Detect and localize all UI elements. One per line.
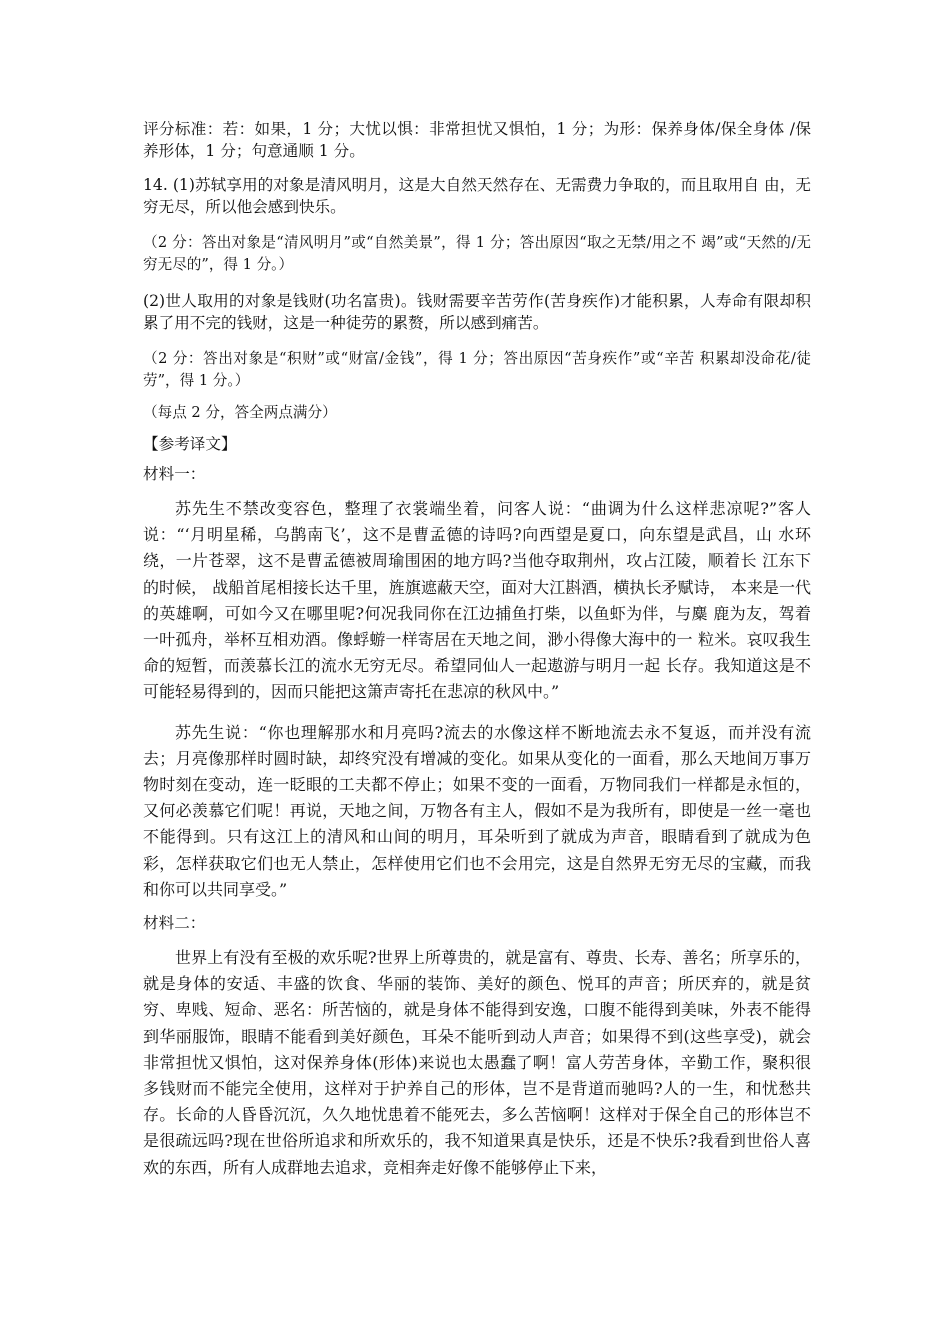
document-page: [143, 118, 811, 1181]
q14-part2-scoring: （2 分：答出对象是“积财”或“财富/金钱”，得 1 分；答出原因“苦身疾作”或“辛苦 积累却没命花/徒劳”，得 1 分。）: [143, 350, 811, 389]
material2-paragraph1: 世界上有没有至极的欢乐呢?世界上所尊贵的，就是富有、尊贵、长寿、善名；所享乐的，就是身体的安适、丰盛的饮食、华丽的装饰、美好的颜色、悦耳的声音；所厌弃的，就是贫穷、卑贱、短命、恶名：所苦恼的，就是身体不能得到安逸，口腹不能得到美味，外表不能得到华丽服饰，眼睛不能看到美好颜色，耳朵不能听到动人声音；如果得不到(这些享受)，就会非常担忧又惧怕，这对保养身体(形体)来说也太愚蠢了啊！富人劳苦身体，辛勤工作，聚积很多钱财而不能完全使用，这样对于护养自己的形体，岂不是背道而驰吗?人的一生，和忧愁共存。长命的人昏昏沉沉，久久地忧患着不能死去，多么苦恼啊！这样对于保全自己的形体岂不是很疏远吗?现在世俗所追求和所欢乐的，我不知道果真是快乐，还是不快乐?我看到世俗人喜欢的东西，所有人成群地去追求，竞相奔走好像不能够停止下来，: [143, 948, 811, 1177]
material1-label: 材料一：: [143, 465, 206, 483]
scoring-standard: 评分标准：若：如果，1 分；大忧以惧：非常担忧又惧怕，1 分；为形：保养身体/保全身体 /保养形体，1 分；句意通顺 1 分。: [143, 120, 811, 160]
q14-answer-part1: 14. (1)苏轼享用的对象是清风明月，这是大自然天然存在、无需费力争取的，而且取用自 由，无穷无尽，所以他会感到快乐。: [143, 176, 811, 216]
material2-label: 材料二：: [143, 914, 206, 933]
material1-paragraph2: 苏先生说：“你也理解那水和月亮吗?流去的水像这样不断地流去永不复返，而并没有流去；月亮像那样时圆时缺，却终究没有增减的变化。如果从变化的一面看，那么天地间万事万物时刻在变动，连一眨眼的工夫都不停止；如果不变的一面看，万物同我们一样都是永恒的，又何必羡慕它们呢！再说，天地之间，万物各有主人，假如不是为我所有，即使是一丝一毫也不能得到。只有这江上的清风和山间的明月，耳朵听到了就成为声音，眼睛看到了就成为色彩，怎样获取它们也无人禁止，怎样使用它们也不会用完，这是自然界无穷无尽的宝藏，而我和你可以共同享受。”: [143, 722, 811, 899]
q14-answer-part2: (2)世人取用的对象是钱财(功名富贵)。钱财需要辛苦劳作(苦身疾作)才能积累，人寿命有限却积累了用不完的钱财，这是一种徒劳的累赘，所以感到痛苦。: [143, 292, 811, 332]
q14-part1-scoring: （2 分：答出对象是“清风明月”或“自然美景”，得 1 分；答出原因“取之无禁/用之不 竭”或“天然的/无穷无尽的”，得 1 分。）: [143, 234, 811, 273]
material1-paragraph1: 苏先生不禁改变容色，整理了衣裳端坐着，问客人说：“曲调为什么这样悲凉呢?”客人说：“‘月明星稀，乌鹊南飞’，这不是曹孟德的诗吗?向西望是夏口，向东望是武昌，山 水环绕，一片苍翠，这不是曹孟德被周瑜围困的地方吗?当他夺取荆州，攻占江陵，顺着长 江东下的时候， 战船首尾相接长达千里，旌旗遮蔽天空，面对大江斟酒，横执长矛赋诗， 本来是一代的英雄啊，可如今又在哪里呢?何况我同你在江边捕鱼打柴，以鱼虾为伴，与麋 鹿为友，驾着一叶孤舟，举杯互相劝酒。像蜉蝣一样寄居在天地之间，渺小得像大海中的一 粒米。哀叹我生命的短暂，而羡慕长江的流水无穷无尽。希望同仙人一起遨游与明月一起 长存。我知道这是不可能轻易得到的，因而只能把这箫声寄托在悲凉的秋风中。”: [143, 499, 811, 702]
translation-heading: 【参考译文】: [143, 435, 237, 453]
q14-total-scoring: （每点 2 分，答全两点满分）: [143, 404, 337, 421]
